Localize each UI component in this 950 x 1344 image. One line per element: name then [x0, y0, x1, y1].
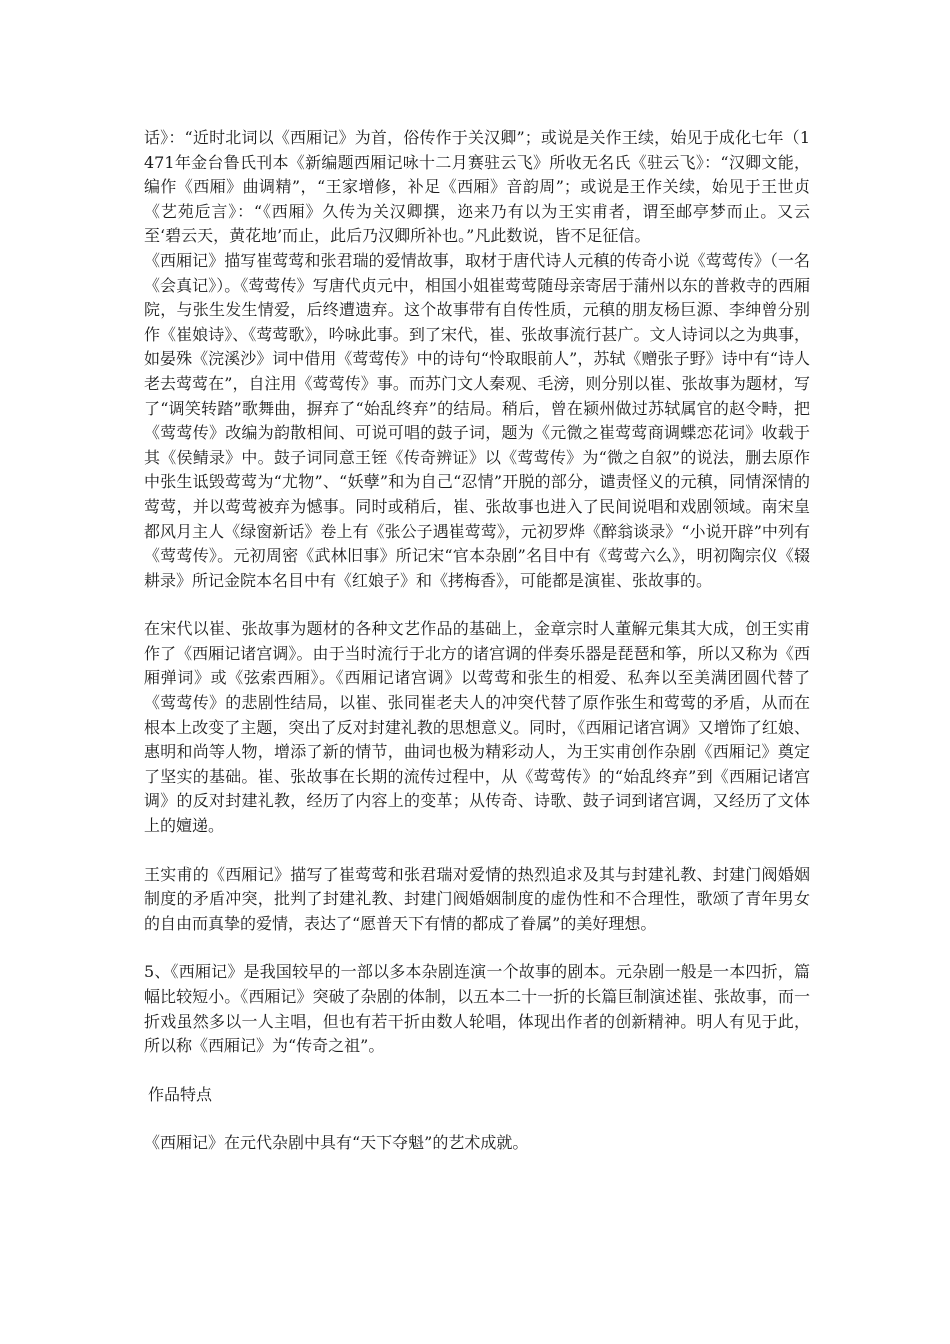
- paragraph-structure: 5、《西厢记》是我国较早的一部以多本杂剧连演一个故事的剧本。元杂剧一般是一本四折，篇幅比较短小。《西厢记》突破了杂剧的体制，以五本二十一折的长篇巨制演述崔、张故事，而一折戏虽然多以一人主唱，但也有若干折由数人轮唱，体现出作者的创新精神。明人有见于此，所以称《西厢记》为“传奇之祖”。: [144, 962, 810, 1056]
- document-body: [144, 126, 810, 1156]
- paragraph-spacer: [144, 936, 810, 960]
- paragraph-spacer: [144, 839, 810, 863]
- paragraph-authorship: 话》：“近时北词以《西厢记》为首，俗传作于关汉卿”；或说是关作王续，始见于成化七年（1471年金台鲁氏刊本《新编题西厢记咏十二月赛驻云飞》所收无名氏《驻云飞》：“汉卿文能，编作《西厢》曲调精”，“王家增修，补足《西厢》音韵周”；或说是王作关续，始见于王世贞《艺苑卮言》：“《西厢》久传为关汉卿撰，迩来乃有以为王实甫者，谓至邮亭梦而止。又云至‘碧云天，黄花地’而止，此后乃汉卿所补也。”凡此数说，皆不足征信。: [144, 128, 810, 246]
- section-heading: 作品特点: [148, 1084, 213, 1104]
- paragraph-spacer: [144, 1107, 810, 1131]
- paragraph-zhugongdiao: 在宋代以崔、张故事为题材的各种文艺作品的基础上，金章宗时人董解元集其大成，创王实甫作了《西厢记诸宫调》。由于当时流行于北方的诸宫调的伴奏乐器是琵琶和筝，所以又称为《西厢弹词》或《弦索西厢》。《西厢记诸宫调》以莺莺和张生的相爱、私奔以至美满团圆代替了《莺莺传》的悲剧性结局，以崔、张同崔老夫人的冲突代替了原作张生和莺莺的矛盾，从而在根本上改变了主题，突出了反对封建礼教的思想意义。同时，《西厢记诸宫调》又增饰了红娘、惠明和尚等人物，增添了新的情节，曲词也极为精彩动人，为王实甫创作杂剧《西厢记》奠定了坚实的基础。崔、张故事在长期的流传过程中，从《莺莺传》的“始乱终弃”到《西厢记诸宫调》的反对封建礼教，经历了内容上的变革；从传奇、诗歌、鼓子词到诸宫调，又经历了文体上的嬗递。: [144, 619, 810, 836]
- paragraph-spacer: [144, 1059, 810, 1083]
- paragraph-story-origin: 《西厢记》描写崔莺莺和张君瑞的爱情故事，取材于唐代诗人元稹的传奇小说《莺莺传》（一名《会真记》）。《莺莺传》写唐代贞元中，相国小姐崔莺莺随母亲寄居于蒲州以东的普救寺的西厢院，与张生发生情爱，后终遭遗弃。这个故事带有自传性质，元稹的朋友杨巨源、李绅曾分别作《崔娘诗》、《莺莺歌》，吟咏此事。到了宋代，崔、张故事流行甚广。文人诗词以之为典事，如晏殊《浣溪沙》词中借用《莺莺传》中的诗句“怜取眼前人”，苏轼《赠张子野》诗中有“诗人老去莺莺在”，自注用《莺莺传》事。而苏门文人秦观、毛滂，则分别以崔、张故事为题材，写了“调笑转踏”歌舞曲，摒弃了“始乱终弃”的结局。稍后，曾在颍州做过苏轼属官的赵令畤，把《莺莺传》改编为韵散相间、可说可唱的鼓子词，题为《元微之崔莺莺商调蝶恋花词》收载于其《侯鲭录》中。鼓子词同意王铚《传奇辨证》以《莺莺传》为“微之自叙”的说法，删去原作中张生诋毁莺莺为“尤物”、“妖孽”和为自己“忍情”开脱的部分，谴责怪义的元稹，同情深情的莺莺，并以莺莺被弃为憾事。同时或稍后，崔、张故事也进入了民间说唱和戏剧领域。南宋皇都风月主人《绿窗新话》卷上有《张公子遇崔莺莺》，元初罗烨《醉翁谈录》“小说开辟”中列有《莺莺传》。元初周密《武林旧事》所记宋“官本杂剧”名目中有《莺莺六么》，明初陶宗仪《辍耕录》所记金院本名目中有《红娘子》和《拷梅香》，可能都是演崔、张故事的。: [144, 250, 810, 590]
- paragraph-theme: 王实甫的《西厢记》描写了崔莺莺和张君瑞对爱情的热烈追求及其与封建礼教、封建门阀婚姻制度的矛盾冲突，批判了封建礼教、封建门阀婚姻制度的虚伪性和不合理性，歌颂了青年男女的自由而真挚的爱情，表达了“愿普天下有情的都成了眷属”的美好理想。: [144, 864, 810, 933]
- paragraph-artistic-achievement: 《西厢记》在元代杂剧中具有“天下夺魁”的艺术成就。: [144, 1133, 529, 1153]
- paragraph-spacer: [144, 593, 810, 617]
